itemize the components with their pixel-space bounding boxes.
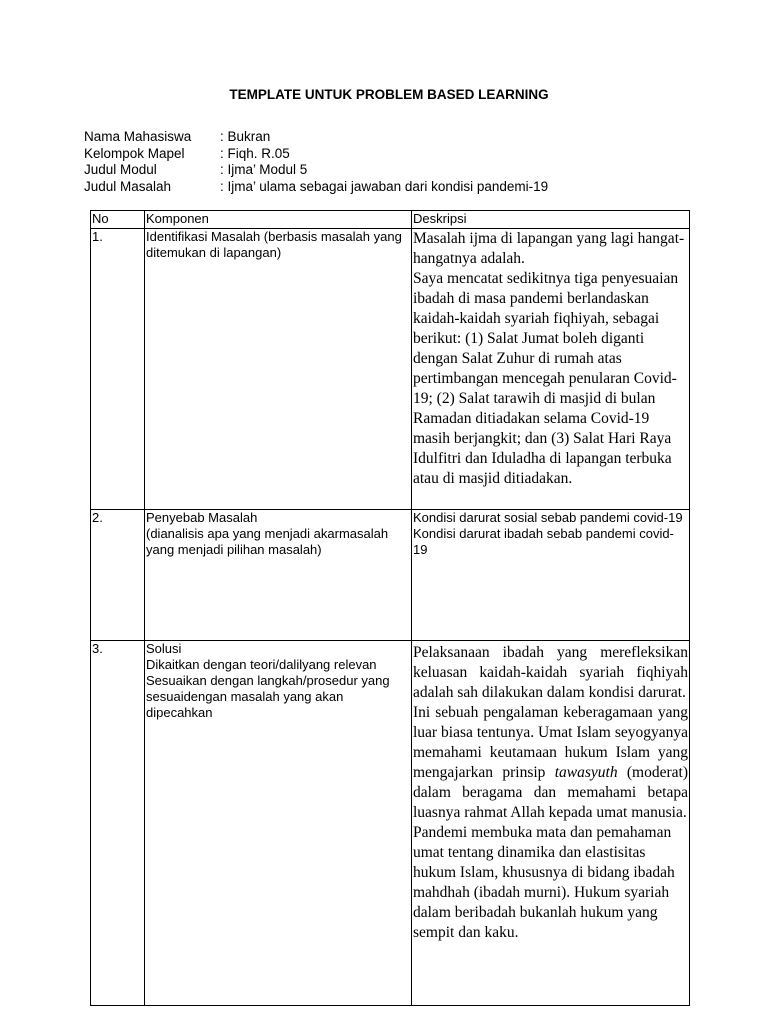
deskripsi-paragraph: [413, 703, 688, 823]
row-deskripsi: [412, 229, 690, 510]
deskripsi-paragraph: Pelaksanaan ibadah yang merefleksikan keluasan kaidah-kaidah syariah fiqhiyah adalah sah dilakukan dalam kondisi darurat.: [413, 644, 688, 701]
row-komponen: Identifikasi Masalah (berbasis masalah yang ditemukan di lapangan): [145, 229, 412, 510]
info-value: : Ijma’ ulama sebagai jawaban dari kondisi pandemi-19: [220, 178, 549, 194]
pbl-table: [90, 210, 690, 1006]
deskripsi-text: (moderat) dalam beragama dan memahami betapa luasnya rahmat Allah kepada umat manusia.: [413, 764, 689, 821]
info-label: Judul Masalah: [84, 178, 172, 194]
table-row: [91, 510, 690, 641]
komponen-line: (dianalisis apa yang menjadi akarmasalah yang menjadi pilihan masalah): [146, 526, 389, 557]
komponen-line: Solusi: [146, 641, 182, 656]
header-deskripsi: Deskripsi: [412, 211, 690, 229]
row-deskripsi: [412, 641, 690, 1006]
info-value: : Fiqh. R.05: [220, 145, 290, 161]
info-label: Judul Modul: [84, 162, 157, 177]
komponen-line: Penyebab Masalah: [146, 510, 258, 525]
student-info: [84, 129, 548, 195]
info-row-modul: [84, 162, 548, 179]
row-komponen: [145, 641, 412, 1006]
deskripsi-paragraph: Kondisi darurat ibadah sebab pandemi covid-19: [413, 526, 674, 557]
komponen-line: Dikaitkan dengan teori/dalilyang relevan: [146, 657, 377, 672]
komponen-line: Sesuaikan dengan langkah/prosedur yang sesuaidengan masalah yang akan dipecahkan: [146, 673, 390, 720]
table-row: [91, 641, 690, 1006]
table-row: [91, 229, 690, 510]
deskripsi-text: Ini sebuah pengalaman keberagamaan yang luar biasa tentunya. Umat Islam seyogyanya memahami keutamaan hukum Islam yang mengajarkan prinsip: [413, 704, 688, 781]
deskripsi-paragraph: Pandemi membuka mata dan pemahaman umat tentang dinamika dan elastisitas hukum Islam, khususnya di bidang ibadah mahdhah (ibadah murni). Hukum syariah dalam beribadah bukanlah hukum yang sempit dan kaku.: [413, 824, 675, 941]
row-number: 2.: [91, 510, 145, 641]
info-row-masalah: [84, 179, 548, 196]
row-number: 3.: [91, 641, 145, 1006]
deskripsi-italic-term: tawasyuth: [554, 764, 618, 781]
info-row-kelompok: [84, 146, 548, 163]
row-deskripsi: [412, 510, 690, 641]
document-title: TEMPLATE UNTUK PROBLEM BASED LEARNING: [229, 87, 549, 102]
header-no: No: [91, 211, 145, 229]
info-row-nama: [84, 129, 548, 146]
info-value: : Bukran: [220, 129, 271, 144]
header-komponen: Komponen: [145, 211, 412, 229]
info-label: Kelompok Mapel: [84, 145, 185, 161]
info-label: Nama Mahasiswa: [84, 129, 192, 144]
deskripsi-paragraph: Saya mencatat sedikitnya tiga penyesuaian ibadah di masa pandemi berlandaskan kaidah-kaidah syariah fiqhiyah, sebagai berikut: (1) Salat Jumat boleh diganti dengan Salat Zuhur di rumah atas pertimbangan mencegah penularan Covid-19; (2) Salat tarawih di masjid di bulan Ramadan ditiadakan selama Covid-19 masih berjangkit; dan (3) Salat Hari Raya Idulfitri dan Iduladha di lapangan terbuka atau di masjid ditiadakan.: [413, 270, 679, 487]
deskripsi-paragraph: Masalah ijma di lapangan yang lagi hangat-hangatnya adalah.: [413, 230, 685, 267]
table-header-row: [91, 211, 690, 229]
row-number: 1.: [91, 229, 145, 510]
info-value: : Ijma’ Modul 5: [220, 162, 308, 177]
deskripsi-paragraph: Kondisi darurat sosial sebab pandemi covid-19: [413, 510, 683, 525]
row-komponen: [145, 510, 412, 641]
